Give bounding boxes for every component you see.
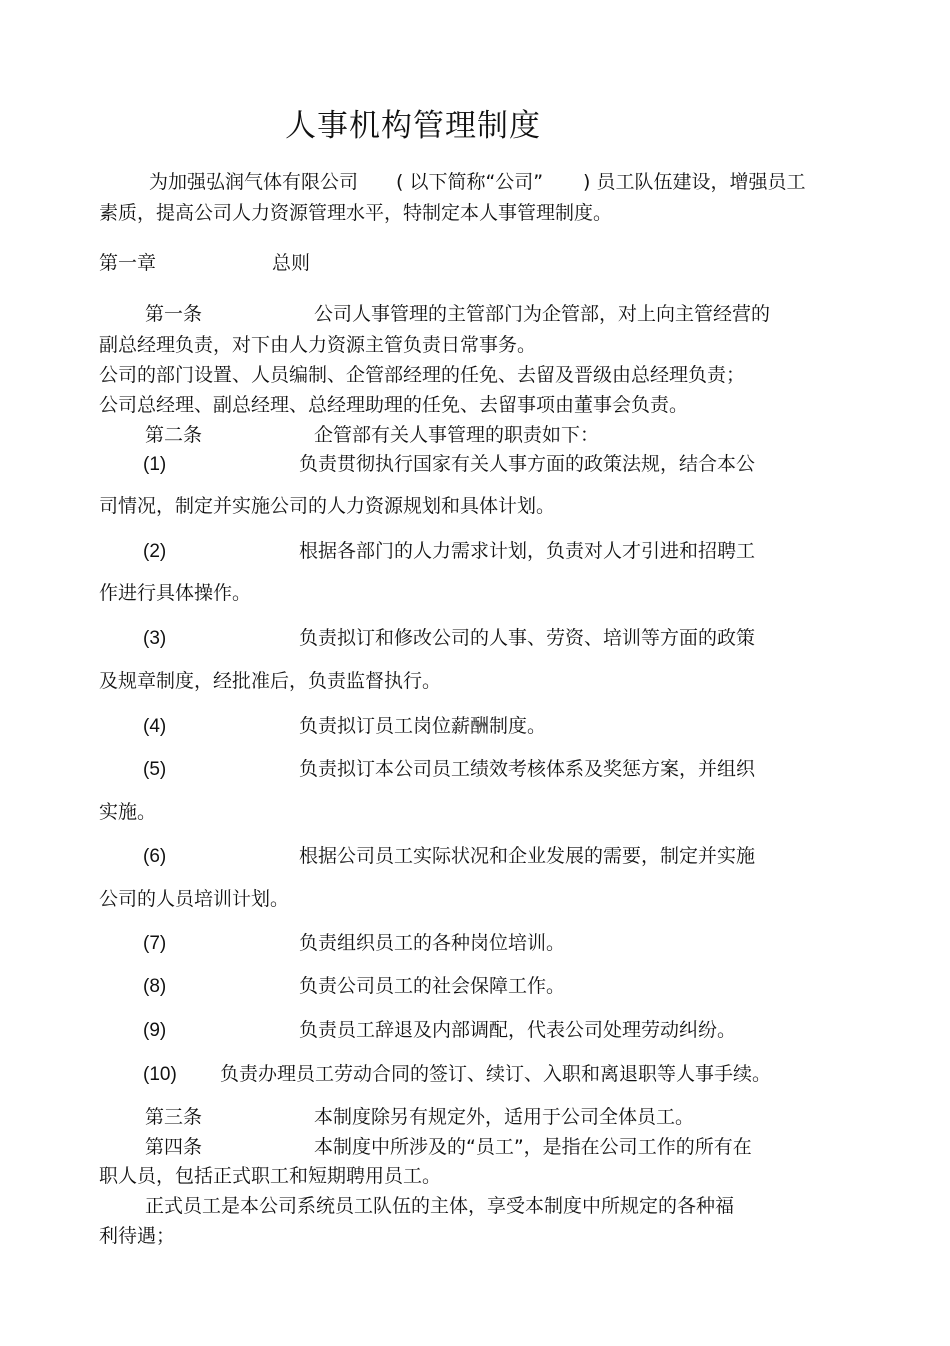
article-label: 第二条: [145, 424, 203, 446]
list-item-text: 司情况，制定并实施公司的人力资源规划和具体计划。: [99, 495, 556, 517]
article-label: 第四条: [145, 1136, 203, 1158]
list-item-number: (8): [143, 976, 167, 997]
list-item-number: (6): [143, 846, 167, 867]
list-item-text: 公司的人员培训计划。: [99, 888, 290, 910]
article-label: 第三条: [145, 1106, 203, 1128]
list-item-text: 根据公司员工实际状况和企业发展的需要，制定并实施: [299, 845, 756, 867]
list-item-text: 及规章制度，经批准后，负责监督执行。: [99, 670, 442, 692]
list-item-number: (4): [143, 716, 167, 737]
list-item-text: 负责贯彻执行国家有关人事方面的政策法规，结合本公: [299, 453, 756, 475]
list-item-text: 负责拟订本公司员工绩效考核体系及奖惩方案，并组织: [299, 758, 756, 780]
list-item-number: (10): [143, 1064, 177, 1085]
article-text: 企管部有关人事管理的职责如下：: [314, 424, 600, 446]
intro-text: 素质，提高公司人力资源管理水平，特制定本人事管理制度。: [99, 202, 613, 224]
intro-text: ) 员工队伍建设，增强员工: [583, 171, 806, 193]
intro-text: ( 以下简称“公司”: [396, 171, 544, 193]
list-item-text: 作进行具体操作。: [99, 582, 252, 604]
list-item-number: (3): [143, 628, 167, 649]
list-item-text: 根据各部门的人力需求计划，负责对人才引进和招聘工: [299, 540, 756, 562]
article-label: 第一条: [145, 303, 203, 325]
list-item-text: 负责拟订员工岗位薪酬制度。: [299, 715, 547, 737]
list-item-number: (7): [143, 933, 167, 954]
article-text: 本制度除另有规定外，适用于公司全体员工。: [314, 1106, 695, 1128]
article-text: 公司总经理、副总经理、总经理助理的任免、去留事项由董事会负责。: [99, 394, 689, 416]
chapter-title: 总则: [272, 252, 311, 274]
list-item-text: 负责员工辞退及内部调配，代表公司处理劳动纠纷。: [299, 1019, 737, 1041]
list-item-text: 负责公司员工的社会保障工作。: [299, 975, 566, 997]
list-item-number: (9): [143, 1020, 167, 1041]
article-text: 职人员，包括正式职工和短期聘用员工。: [99, 1165, 442, 1187]
list-item-number: (2): [143, 541, 167, 562]
article-text: 公司人事管理的主管部门为企管部，对上向主管经营的: [314, 303, 771, 325]
article-text: 公司的部门设置、人员编制、企管部经理的任免、去留及晋级由总经理负责；: [99, 364, 746, 386]
intro-text: 为加强弘润气体有限公司: [149, 171, 359, 193]
article-text: 正式员工是本公司系统员工队伍的主体，享受本制度中所规定的各种福: [145, 1195, 735, 1217]
list-item-text: 负责拟订和修改公司的人事、劳资、培训等方面的政策: [299, 627, 756, 649]
article-text: 副总经理负责，对下由人力资源主管负责日常事务。: [99, 334, 537, 356]
list-item-number: (1): [143, 454, 167, 475]
article-text: 利待遇；: [99, 1225, 176, 1247]
chapter-label: 第一章: [99, 252, 157, 274]
article-text: 本制度中所涉及的“员工”，是指在公司工作的所有在: [314, 1136, 752, 1158]
list-item-text: 负责办理员工劳动合同的签订、续订、入职和离退职等人事手续。: [220, 1063, 772, 1085]
list-item-number: (5): [143, 759, 167, 780]
document-title: 人事机构管理制度: [285, 108, 541, 144]
list-item-text: 实施。: [99, 801, 157, 823]
list-item-text: 负责组织员工的各种岗位培训。: [299, 932, 566, 954]
